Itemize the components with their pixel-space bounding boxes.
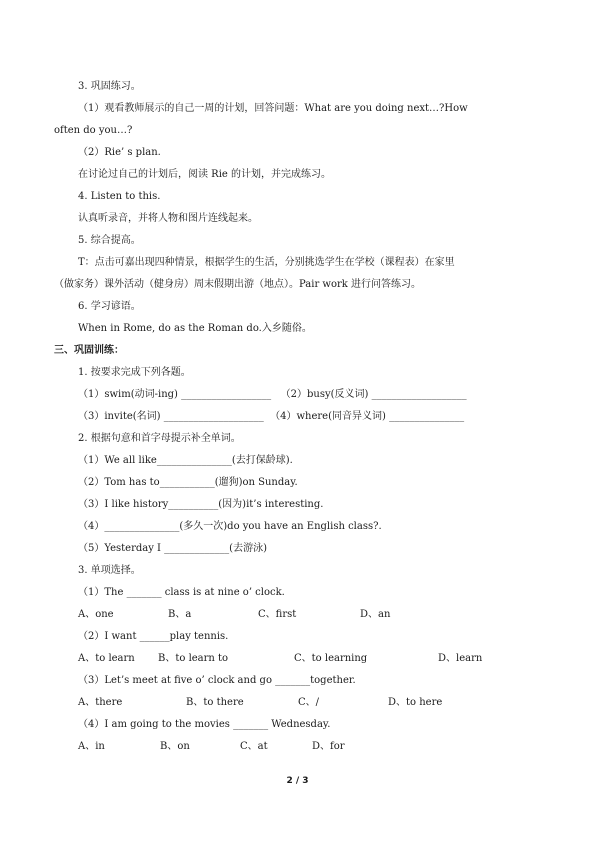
- q3-option-a: A、to learn: [78, 653, 135, 664]
- q3-option-b: B、a: [168, 609, 192, 620]
- q3-question: （1）The _______ class is at nine o’ clock.: [78, 587, 285, 598]
- q2-item: （3）I like history__________(因为)it’s interesting.: [78, 499, 324, 510]
- item6-desc: When in Rome, do as the Roman do.入乡随俗。: [78, 323, 312, 334]
- item3-p2-desc: 在讨论过自己的计划后，阅读 Rie 的计划，并完成练习。: [78, 169, 332, 180]
- q3-option-a: A、there: [78, 697, 123, 708]
- q3-option-b: B、to there: [186, 697, 244, 708]
- q2-title: 2. 根据句意和首字母提示补全单词。: [78, 433, 241, 444]
- q2-item: （5）Yesterday I _____________(去游泳): [78, 543, 267, 554]
- q3-option-b: B、to learn to: [158, 653, 229, 664]
- item5-title: 5. 综合提高。: [78, 235, 141, 246]
- section3-heading: 三、巩固训练：: [54, 345, 124, 356]
- q3-option-a: A、one: [78, 609, 114, 620]
- q3-option-c: C、/: [298, 697, 320, 708]
- item4-desc: 认真听录音，并将人物和图片连线起来。: [78, 213, 258, 224]
- item3-p1-line1: （1）观看教师展示的自己一周的计划，回答问题：What are you doing next…?How: [78, 103, 468, 114]
- q3-option-a: A、in: [78, 741, 105, 752]
- item6-title: 6. 学习谚语。: [78, 301, 141, 312]
- item5-desc-line1: T：点击可嘉出现四种情景，根据学生的生活，分别挑选学生在学校（课程表）在家里: [78, 257, 455, 268]
- item4-title: 4. Listen to this.: [78, 191, 161, 202]
- q3-option-d: D、learn: [438, 653, 483, 664]
- q3-question: （4）I am going to the movies _______ Wednesday.: [78, 719, 331, 730]
- q1-title: 1. 按要求完成下列各题。: [78, 367, 191, 378]
- q3-option-c: C、to learning: [294, 653, 368, 664]
- page-number: 2 / 3: [286, 776, 309, 786]
- q2-item: （4）_______________(多久一次)do you have an English class?.: [78, 521, 382, 532]
- q2-item: （1）We all like_______________(去打保龄球).: [78, 455, 293, 466]
- q3-option-d: D、an: [360, 609, 391, 620]
- q1-row1: （1）swim(动词-ing) __________________ （2）busy(反义词) ___________________: [78, 389, 467, 400]
- q3-option-d: D、for: [312, 741, 345, 752]
- item3-p2: （2）Rie’ s plan.: [78, 147, 161, 158]
- item3-title: 3. 巩固练习。: [78, 81, 141, 92]
- q1-row2: （3）invite(名词) ____________________ （4）where(同音异义词) _______________: [78, 411, 465, 422]
- q3-option-c: C、first: [258, 609, 297, 620]
- q3-option-c: C、at: [240, 741, 268, 752]
- item3-p1-line2: often do you…?: [54, 125, 133, 136]
- q3-option-d: D、to here: [388, 697, 443, 708]
- q3-question: （3）Let’s meet at five o’ clock and go _______together.: [78, 675, 356, 686]
- q2-item: （2）Tom has to___________(遛狗)on Sunday.: [78, 477, 298, 488]
- q3-title: 3. 单项选择。: [78, 565, 141, 576]
- item5-desc-line2: （做家务）课外活动（健身房）周末假期出游（地点）。Pair work 进行问答练习。: [54, 279, 421, 290]
- q3-question: （2）I want ______play tennis.: [78, 631, 229, 642]
- q3-option-b: B、on: [160, 741, 190, 752]
